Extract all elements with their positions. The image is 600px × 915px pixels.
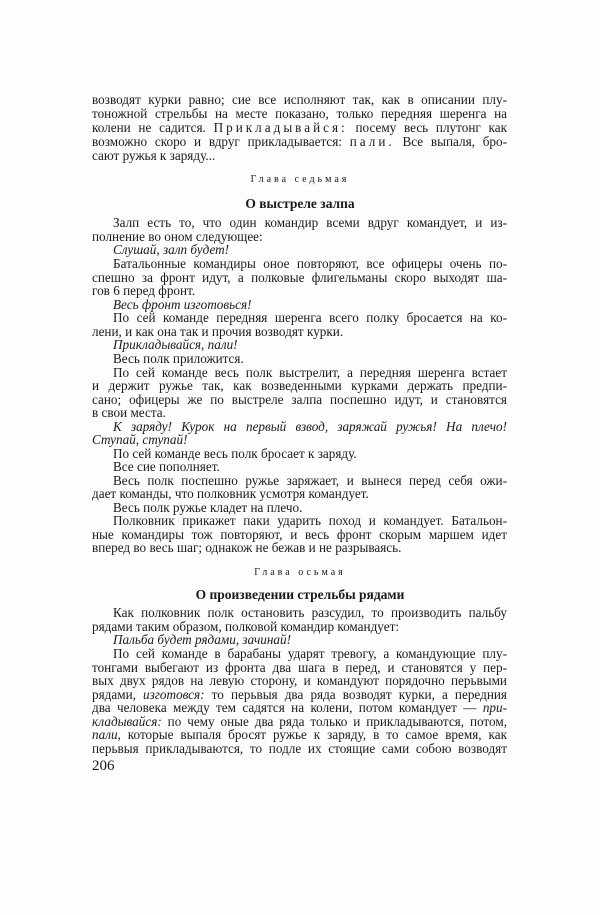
- spaced-command: Прикладывайся:: [213, 120, 348, 135]
- spaced-command: пали.: [349, 134, 395, 149]
- text-line: [113, 606, 507, 620]
- text-run: которые выпаля бросят ружье к заряду, в то самое время, как: [120, 727, 507, 742]
- text-run: спешно за фронт идут, а полковые флигельманы скоро выходят ша-: [92, 270, 507, 285]
- text-line: [92, 728, 507, 742]
- text-line: [92, 433, 507, 447]
- text-line: [113, 460, 507, 474]
- text-run: Весь полк ружье кладет на плечо.: [113, 500, 303, 515]
- italic-command: Слушай, залп будет!: [113, 242, 230, 257]
- text-line: [113, 216, 507, 230]
- text-line: [92, 107, 507, 121]
- text-run: рядами таким образом, полковой командир командует:: [92, 619, 399, 634]
- text-line: [92, 406, 507, 420]
- text-run: тонгами выбегают из фронта два шага в перед, и становятся у пер-: [92, 660, 507, 675]
- text-run: Весь полк приложится.: [113, 351, 244, 366]
- text-run: посему весь плутонг как: [347, 120, 507, 135]
- text-line: [113, 647, 507, 661]
- text-line: [113, 243, 507, 257]
- text-run: ные командиры тож повторяют, и весь фронт скорым маршем идет: [92, 527, 507, 542]
- italic-command: Пальба будет рядами, зачинай!: [113, 632, 291, 647]
- italic-command: изготовся:: [143, 687, 205, 702]
- text-line: [92, 284, 507, 298]
- text-run: рядами,: [92, 687, 144, 702]
- text-run: два человека между тем садятся на колени, потом командует —: [92, 700, 483, 715]
- text-line: [92, 674, 507, 688]
- italic-command: при-: [482, 700, 507, 715]
- italic-command: К заряду! Курок на первый взвод, заряжай ружья! На плечо!: [113, 419, 507, 434]
- chapter-label: Глава седьмая: [250, 174, 350, 185]
- text-run: Полковник прикажет паки ударить поход и командует. Батальон-: [113, 513, 507, 528]
- italic-command: Прикладывайся, пали!: [113, 337, 238, 352]
- text-line: [113, 514, 507, 528]
- italic-command: кладывайся:: [92, 714, 162, 729]
- text-run: то перьвыя два ряда возводят курки, а передния: [204, 687, 507, 702]
- text-run: сано; офицеры же по выстреле залпа поспешно идут, и становятся: [92, 392, 507, 407]
- page-number: 206: [92, 758, 115, 774]
- chapter-title: О выстреле залпа: [245, 196, 355, 211]
- text-run: лени, и как она так и прочия возводят курки.: [92, 324, 344, 339]
- text-run: Залп есть то, что один командир всеми вдруг командует, и из-: [113, 215, 507, 230]
- text-line: [92, 541, 507, 555]
- text-line: [113, 633, 507, 647]
- italic-command: пали,: [92, 727, 121, 742]
- text-run: вых двух рядов на левую сторону, и командуют порядочно перьвыми: [92, 673, 507, 688]
- chapter-title: О произведении стрельбы рядами: [195, 587, 405, 602]
- text-line: [92, 93, 507, 107]
- text-line: [113, 352, 507, 366]
- text-line: [113, 311, 507, 325]
- text-run: возможно скоро и вдруг прикладывается:: [92, 134, 350, 149]
- text-run: Весь полк поспешно ружье заряжает, и вынеся перед себя ожи-: [113, 473, 507, 488]
- text-line: [92, 121, 507, 135]
- text-run: Все сие пополняет.: [113, 459, 220, 474]
- text-run: колени не садится.: [92, 120, 214, 135]
- text-run: возводят курки равно; сие все исполняют так, как в описании плу-: [92, 92, 507, 107]
- text-run: Все выпаля, бро-: [394, 134, 507, 149]
- text-run: сают ружья к заряду...: [92, 148, 216, 163]
- text-run: и держит ружье так, как возведенными курками держать предпи-: [92, 378, 507, 393]
- text-run: дает команды, что полковник усмотря командует.: [92, 486, 369, 501]
- text-run: По сей команде передняя шеренга всего полку бросается на ко-: [113, 310, 507, 325]
- chapter-label: Глава осьмая: [254, 567, 346, 578]
- text-run: вперед во весь шаг; однакож не бежав и не разрываясь.: [92, 540, 402, 555]
- text-line: [92, 701, 507, 715]
- text-run: в свои места.: [92, 405, 166, 420]
- text-run: По сей команде весь полк бросает к заряду.: [113, 446, 357, 461]
- text-line: [92, 379, 507, 393]
- text-run: По сей команде в барабаны ударят тревогу, а командующие плу-: [113, 646, 507, 661]
- text-run: полнение во оном следующее:: [92, 229, 263, 244]
- italic-command: Весь фронт изготовься!: [113, 297, 252, 312]
- italic-command: Ступай, ступай!: [92, 432, 188, 447]
- text-line: [92, 742, 507, 756]
- text-run: гов 6 перед фронт.: [92, 283, 196, 298]
- text-line: [92, 487, 507, 501]
- text-run: Как полковник полк остановить разсудил, то производить пальбу: [113, 605, 507, 620]
- text-line: [113, 257, 507, 271]
- text-run: тоножной стрельбы на месте показано, только передняя шеренга на: [92, 106, 507, 121]
- text-run: перьвыя прикладываются, то подле их стоящие сами собою возводят: [92, 741, 507, 756]
- text-run: По сей команде весь полк выстрелит, а передняя шеренга встает: [113, 365, 507, 380]
- text-line: [92, 135, 507, 149]
- text-run: Батальонные командиры оное повторяют, все офицеры очень по-: [113, 256, 507, 271]
- text-line: [92, 149, 507, 163]
- text-run: по чему оные два ряда только и прикладываются, потом,: [161, 714, 507, 729]
- text-line: [113, 338, 507, 352]
